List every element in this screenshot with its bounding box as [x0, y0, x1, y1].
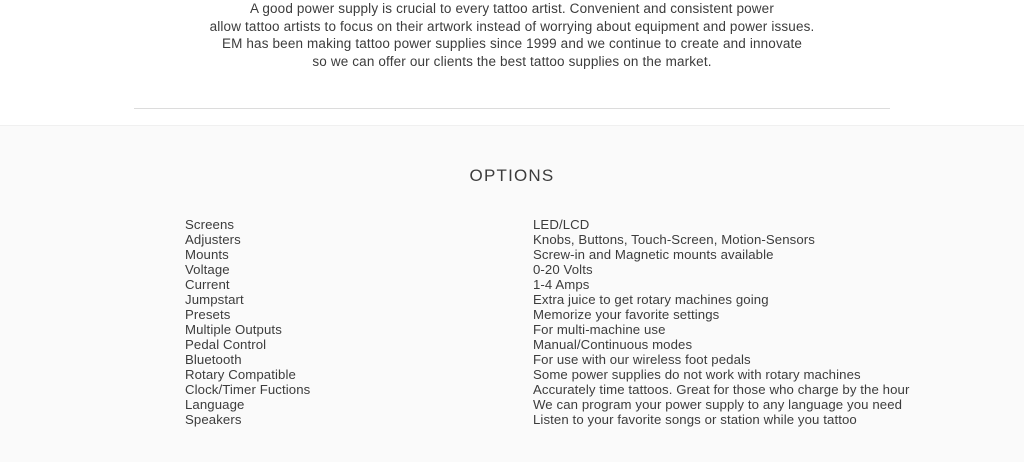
intro-line: so we can offer our clients the best tattoo supplies on the market. — [312, 53, 712, 69]
options-row — [185, 322, 1024, 337]
options-value: For multi-machine use — [533, 322, 666, 337]
options-row — [185, 247, 1024, 262]
options-label: Pedal Control — [185, 337, 267, 352]
options-row — [185, 262, 1024, 277]
options-label: Adjusters — [185, 232, 241, 247]
options-row — [185, 382, 1024, 397]
options-value: Accurately time tattoos. Great for those who charge by the hour — [533, 382, 910, 397]
options-value: LED/LCD — [533, 217, 590, 232]
options-row — [185, 367, 1024, 382]
options-value: 0-20 Volts — [533, 262, 593, 277]
options-value: Extra juice to get rotary machines going — [533, 292, 769, 307]
options-value: For use with our wireless foot pedals — [533, 352, 751, 367]
options-value: Manual/Continuous modes — [533, 337, 693, 352]
options-label: Rotary Compatible — [185, 367, 296, 382]
options-label: Voltage — [185, 262, 230, 277]
options-label: Clock/Timer Fuctions — [185, 382, 311, 397]
options-label: Speakers — [185, 412, 242, 427]
options-label: Screens — [185, 217, 235, 232]
options-row — [185, 217, 1024, 232]
options-row — [185, 352, 1024, 367]
intro-line: A good power supply is crucial to every tattoo artist. Convenient and consistent power — [250, 1, 774, 16]
options-row — [185, 277, 1024, 292]
options-value: Some power supplies do not work with rotary machines — [533, 367, 861, 382]
options-row — [185, 337, 1024, 352]
options-row — [185, 292, 1024, 307]
options-label: Language — [185, 397, 245, 412]
horizontal-divider — [134, 108, 890, 109]
options-row — [185, 412, 1024, 427]
options-title: OPTIONS — [469, 166, 555, 185]
options-value: Knobs, Buttons, Touch-Screen, Motion-Sensors — [533, 232, 815, 247]
options-section — [0, 125, 1024, 462]
options-label: Mounts — [185, 247, 229, 262]
options-value: 1-4 Amps — [533, 277, 590, 292]
options-row — [185, 232, 1024, 247]
options-label: Current — [185, 277, 230, 292]
options-row — [185, 397, 1024, 412]
options-value: Screw-in and Magnetic mounts available — [533, 247, 774, 262]
divider-wrapper — [0, 70, 1024, 109]
options-row — [185, 307, 1024, 322]
intro-line: EM has been making tattoo power supplies since 1999 and we continue to create and innovate — [221, 36, 803, 51]
options-label: Multiple Outputs — [185, 322, 282, 337]
intro-line: allow tattoo artists to focus on their artwork instead of worrying about equipment and power issues. — [209, 18, 815, 34]
options-table — [0, 217, 1024, 427]
options-value: Memorize your favorite settings — [533, 307, 720, 322]
options-label: Bluetooth — [185, 352, 242, 367]
options-label: Presets — [185, 307, 231, 322]
intro-paragraph — [0, 0, 1024, 109]
options-value: We can program your power supply to any language you need — [533, 397, 903, 412]
options-value: Listen to your favorite songs or station while you tattoo — [533, 412, 857, 427]
options-label: Jumpstart — [185, 292, 244, 307]
